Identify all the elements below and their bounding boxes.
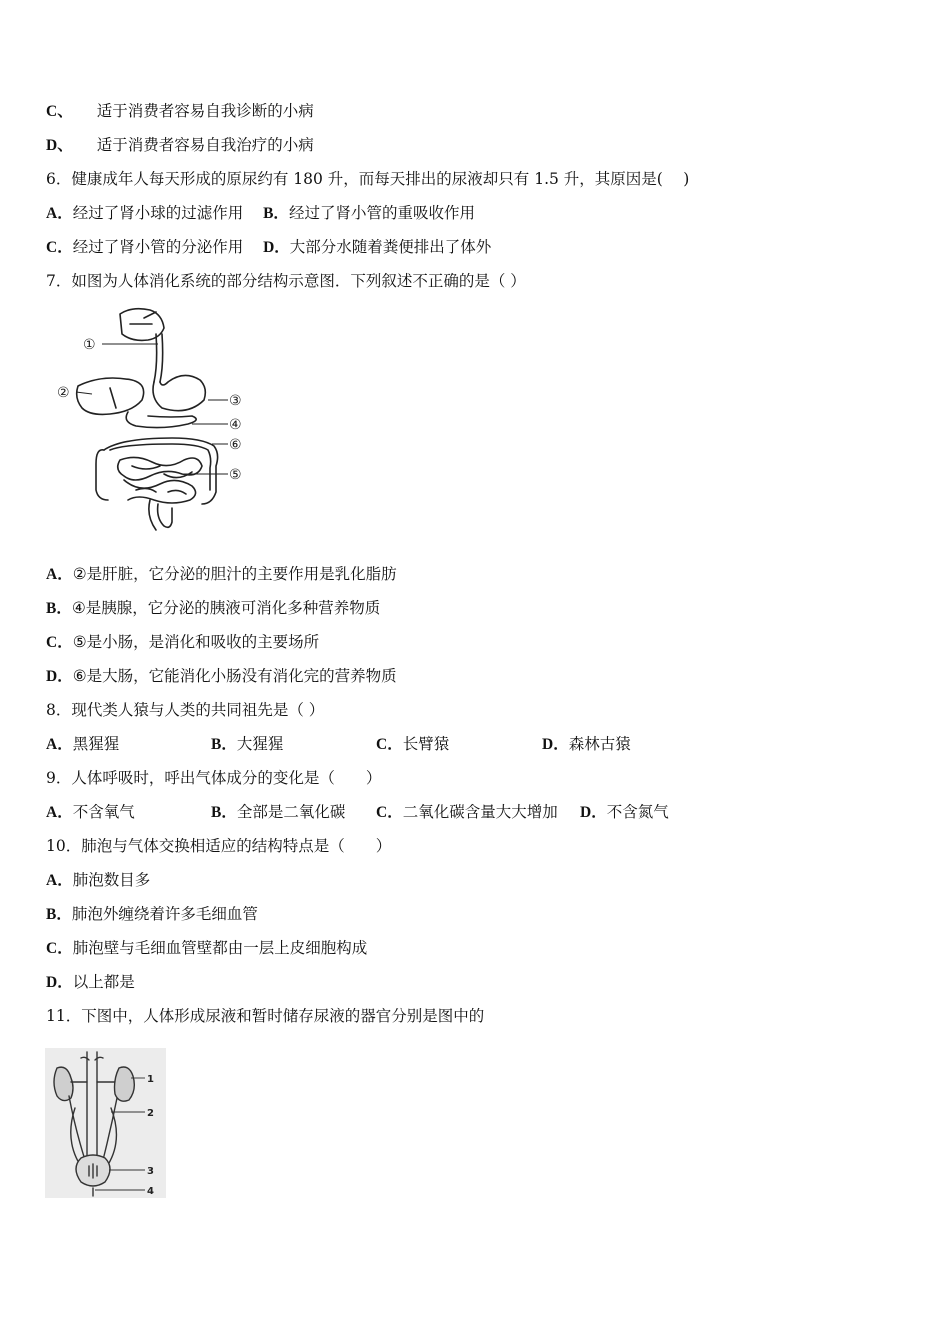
option-label: D．: [580, 804, 607, 821]
option-text: 适于消费者容易自我治疗的小病: [96, 136, 314, 154]
q9-option-a[interactable]: [46, 802, 135, 823]
option-label: C．: [46, 239, 73, 256]
option-text: 大部分水随着粪便排出了体外: [289, 238, 492, 256]
option-label: D．: [46, 668, 73, 685]
option-label: A．: [46, 205, 73, 222]
q9-option-b[interactable]: [211, 802, 345, 823]
q7-option-b[interactable]: [46, 598, 380, 619]
figure-label: 4: [147, 1186, 154, 1197]
option-label: C．: [376, 804, 403, 821]
option-text: 不含氧气: [72, 803, 135, 821]
q6-option-b[interactable]: [263, 204, 475, 222]
option-text: 肺泡壁与毛细血管壁都由一层上皮细胞构成: [72, 939, 368, 957]
q6-options-row1: [46, 203, 475, 224]
q5-option-c[interactable]: [46, 101, 314, 122]
option-label: C、: [46, 103, 73, 120]
q8-option-c[interactable]: [376, 734, 449, 755]
q7-stem: 7．如图为人体消化系统的部分结构示意图．下列叙述不正确的是（ ）: [46, 272, 526, 290]
rectum-shape: [158, 504, 172, 527]
figure-label: ⑥: [229, 437, 242, 453]
option-label: A．: [46, 804, 73, 821]
figure-label: 2: [147, 1108, 154, 1119]
option-label: C．: [376, 736, 403, 753]
esophagus-shape: [154, 334, 157, 382]
figure-label: ①: [83, 337, 96, 353]
q8-option-b[interactable]: [211, 734, 283, 755]
liver-shape: [77, 378, 144, 414]
option-text: 适于消费者容易自我诊断的小病: [96, 102, 314, 120]
figure-label: ⑤: [229, 467, 242, 483]
option-text: 以上都是: [72, 973, 135, 991]
option-text: 森林古猿: [568, 735, 631, 753]
q8-option-a[interactable]: [46, 734, 119, 755]
large-intestine-shape: [96, 450, 108, 500]
urinary-system-figure: [45, 1048, 166, 1198]
option-label: D．: [542, 736, 569, 753]
option-text: 肺泡外缠绕着许多毛细血管: [71, 905, 258, 923]
q8-option-d[interactable]: [542, 734, 631, 755]
q9-stem: 9．人体呼吸时，呼出气体成分的变化是（ ）: [46, 769, 382, 787]
figure-label: ④: [229, 417, 242, 433]
figure-label: ②: [57, 385, 70, 401]
q11-stem: 11．下图中，人体形成尿液和暂时储存尿液的器官分别是图中的: [46, 1007, 485, 1025]
option-text: 经过了肾小球的过滤作用: [72, 204, 244, 222]
q6-option-a[interactable]: [46, 204, 243, 222]
q6-options-row2: [46, 237, 491, 258]
option-label: B．: [46, 600, 72, 617]
option-text: 长臂猿: [402, 735, 450, 753]
right-kidney-shape: [115, 1067, 135, 1101]
pancreas-shape: [126, 412, 196, 428]
option-text: ⑤是小肠，是消化和吸收的主要场所: [72, 633, 320, 651]
option-label: B．: [263, 205, 289, 222]
option-label: A．: [46, 736, 73, 753]
option-label: A．: [46, 872, 73, 889]
q6-option-d[interactable]: [263, 238, 491, 256]
option-text: ②是肝脏，它分泌的胆汁的主要作用是乳化脂肪: [72, 565, 397, 583]
option-label: D、: [46, 137, 73, 154]
option-label: B．: [211, 736, 237, 753]
q7-option-a[interactable]: [46, 564, 397, 585]
q9-option-d[interactable]: [580, 802, 669, 823]
option-text: 不含氮气: [606, 803, 669, 821]
option-text: 肺泡数目多: [72, 871, 151, 889]
option-label: A．: [46, 566, 73, 583]
q6-option-c[interactable]: [46, 238, 243, 256]
q10-option-b[interactable]: [46, 904, 258, 925]
digestive-system-figure: [52, 304, 252, 536]
figure-label: ③: [229, 393, 242, 409]
q6-stem: 6．健康成年人每天形成的原尿约有 180 升，而每天排出的尿液却只有 1.5 升，其原因是( ): [46, 170, 690, 188]
option-label: D．: [263, 239, 290, 256]
q9-option-c[interactable]: [376, 802, 558, 823]
option-label: C．: [46, 634, 73, 651]
small-intestine-shape: [118, 457, 202, 480]
option-text: 经过了肾小管的重吸收作用: [288, 204, 475, 222]
q5-option-d[interactable]: [46, 135, 314, 156]
option-text: 黑猩猩: [72, 735, 120, 753]
option-label: B．: [46, 906, 72, 923]
q10-option-a[interactable]: [46, 870, 150, 891]
option-label: C．: [46, 940, 73, 957]
option-text: ⑥是大肠，它能消化小肠没有消化完的营养物质: [72, 667, 397, 685]
option-label: B．: [211, 804, 237, 821]
option-text: 大猩猩: [236, 735, 284, 753]
option-label: D．: [46, 974, 73, 991]
option-text: ④是胰腺，它分泌的胰液可消化多种营养物质: [71, 599, 381, 617]
figure-label: 1: [147, 1074, 154, 1085]
option-text: 全部是二氧化碳: [236, 803, 346, 821]
option-text: 经过了肾小管的分泌作用: [72, 238, 244, 256]
q10-stem: 10．肺泡与气体交换相适应的结构特点是（ ）: [46, 837, 392, 855]
figure-label: 3: [147, 1166, 154, 1177]
q10-option-c[interactable]: [46, 938, 367, 959]
q7-option-d[interactable]: [46, 666, 397, 687]
option-text: 二氧化碳含量大大增加: [402, 803, 558, 821]
q7-option-c[interactable]: [46, 632, 319, 653]
q10-option-d[interactable]: [46, 972, 135, 993]
q8-stem: 8．现代类人猿与人类的共同祖先是（ ）: [46, 701, 325, 719]
